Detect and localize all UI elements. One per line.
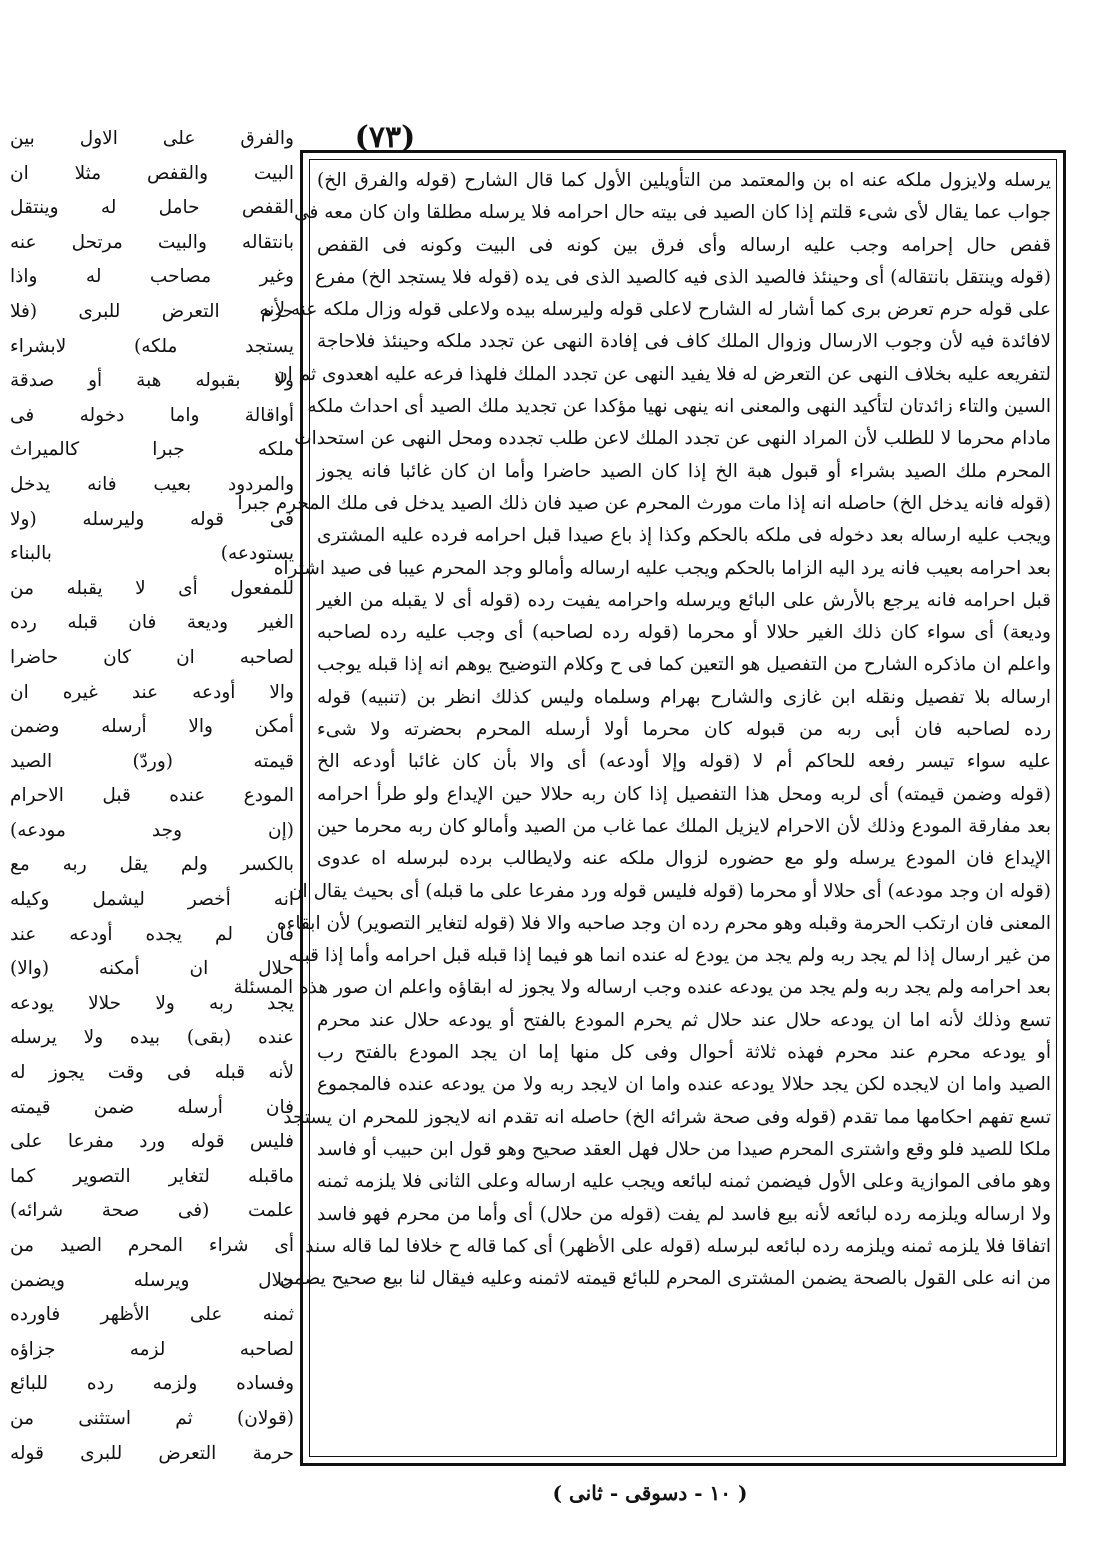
main-text-line: (قوله وينتقل بانتقاله) أى وحينئذ فالصيد الذى فيه كالصيد الذى فى يده (قوله فلا يستجد الخ) مفرع [315, 266, 1051, 288]
margin-text-line: المودع عنده قبل الاحرام [10, 785, 294, 807]
margin-text-line: عنده (بقى) بيده ولا يرسله [10, 1027, 294, 1049]
margin-text-line: لصاحبه لزمه جزاؤه [10, 1338, 294, 1360]
main-text-line: جواب عما يقال لأى شىء قلتم إذا كان الصيد فى بيته حال احرامه فلا يرسله مطلقا وان كان معه فى [294, 202, 1051, 224]
main-text-line: تسع وذلك لأنه اما ان يودعه حلال عند حلال ثم يحرم المودع بالفتح أو يودعه حلال عند محرم [317, 1009, 1051, 1031]
margin-text-line: والفرق على الاول بين [10, 128, 294, 149]
main-text-line: على قوله حرم تعرض برى كما أشار له الشارح لاعلى قوله وليرسله بيده ولاعلى قوله وزال ملكه عنه لأنه [259, 299, 1051, 321]
margin-text-line: علمت (فى صحة شرائه) [10, 1200, 294, 1222]
footer-signature: ( ١٠ - دسوقى - ثانى ) [552, 1481, 748, 1505]
margin-text-line: البيت والقفص مثلا ان [10, 162, 294, 184]
main-text-line: تسع تفهم احكامها مما تقدم (قوله وفى صحة شرائه الخ) حاصله انه تقدم انه لايجوز للمحرم ان يستجد [283, 1106, 1051, 1128]
main-text-line: السين والتاء زائدتان لتأكيد النهى والمعنى انه ينهى نهيا مؤكدا عن تجديد ملك الصيد أى احداث ملكه [307, 396, 1051, 418]
margin-text-line: فان لم يجده أودعه عند [10, 923, 294, 945]
main-text-line: مادام محرما لا للطلب لأن المراد النهى عن تجدد الملك لاعن طلب تجدده ومحل النهى عن استحداث [294, 428, 1051, 450]
margin-text-line: يجد ربه ولا حلالا يودعه [10, 992, 294, 1014]
margin-text-line: قيمته (وردّ) الصيد [10, 750, 294, 772]
margin-text-line: (قولان) ثم استثنى من [10, 1407, 294, 1429]
main-text-line: ويجب عليه ارساله بعد دخوله فى ملكه بالحكم وكذا إذ باع صيدا قبل احرامه فرده عليه المشترى [317, 525, 1051, 547]
main-text-line: بعد احرامه بعيب فانه يرد اليه الزاما بالحكم ويجب عليه ارساله وأمالو وجد المحرم عيبا فى صيد اشتراه [273, 557, 1051, 579]
main-text-line: بعد مفارقة المودع وذلك لأن الاحرام لايزيل الملك عما غاب من الصيد وأمالو كان ربه محرما حين [317, 815, 1051, 837]
margin-text-line: ولا بقبوله هبة أو صدقة [10, 370, 294, 392]
margin-text-line: فليس قوله ورد مفرعا على [10, 1131, 294, 1153]
main-text-line: وديعة) أى سواء كان ذلك الغير حلالا أو محرما (قوله رده لصاحبه) أى وجب عليه رده لصاحبه [317, 622, 1051, 644]
margin-commentary [10, 122, 294, 1517]
page-number: (٧٣) [354, 120, 416, 155]
margin-text-line: أى شراء المحرم الصيد من [10, 1235, 294, 1256]
main-text-line: (قوله فانه يدخل الخ) حاصله انه إذا مات مورث المحرم عن صيد فان ذلك الصيد يدخل فى ملك المحرم جبرا [237, 492, 1051, 514]
margin-text-line: يستودعه) بالبناء [10, 543, 294, 565]
margin-text-line: ثمنه على الأظهر فاورده [10, 1304, 294, 1326]
margin-text-line: لأنه قبله فى وقت يجوز له [10, 1062, 294, 1084]
main-text-line: يرسله ولايزول ملكه عنه اه بن والمعتمد من التأويلين الأول كما قال الشارح (قوله والفرق الخ) [317, 170, 1051, 191]
margin-text-line: ملكه جبرا كالميراث [10, 439, 294, 461]
main-text-line: بعد احرامه ولم يجد ربه ولم يجد من يودعه عنده وجب ارساله ولا يجوز له ابقاؤه واعلم ان صور هذه المسئلة [233, 977, 1051, 999]
main-text-line: المعنى فان ارتكب الحرمة وقبله وهو محرم رده ان وجد صاحبه والا فلا (قوله لتغاير التصوير) لأن ابقاءه [276, 912, 1051, 934]
main-text-line: رده لصاحبه فان أبى ربه من قبوله كان محرما أولا أرسله المحرم بحضرته ولا شىء [317, 719, 1051, 741]
margin-text-line: والمردود بعيب فانه يدخل [10, 473, 294, 495]
main-text-frame [233, 150, 1066, 1466]
main-text-line: ولا ارساله ويلزمه رده لبائعه لأنه بيع فاسد لم يفت (قوله من حلال) أى وأما من محرم فهو فاسد [317, 1203, 1051, 1225]
main-text-line: وهو مافى الموازية وعلى الأول فيضمن ثمنه لبائعه ويجب عليه ارساله وعلى الثانى فلا يلزمه ثمنه [317, 1171, 1051, 1193]
margin-text-line: فى قوله وليرسله (ولا [10, 508, 294, 530]
margin-text-line: ماقبله لتغاير التصوير كما [10, 1165, 294, 1187]
main-text-line: لافائدة فيه لأن وجوب الارسال وزوال الملك كاف فى إفادة النهى عن تجدد ملكه وحينئذ فلاحاجة [317, 331, 1051, 353]
margin-text-line: حرم التعرض للبرى (فلا [10, 300, 294, 322]
margin-text-line: فان أرسله ضمن قيمته [10, 1096, 294, 1118]
main-text-line: عليه سواء تيسر رفعه للحاكم أم لا (قوله وإلا أودعه) أى والا بأن كان غائبا أودعه الخ [317, 751, 1051, 773]
margin-text-line: حلال ويرسله ويضمن [10, 1269, 294, 1291]
main-text-line: اتفاقا فلا يلزمه ثمنه ويلزمه رده لبائعه لبرسله (قوله على الأظهر) أى كما قاله ح خلافا لما قاله سند [305, 1235, 1051, 1257]
margin-text-line: وفساده ولزمه رده للبائع [10, 1373, 294, 1395]
main-text-line: من غير ارسال إذا لم يجد ربه ولم يجد من يودع له عنده انما هو فيما إذا قبله قبل احرامه وأما إذا قبله [288, 945, 1051, 967]
main-text-line: قبل احرامه فانه يرجع بالأرش على البائع ويرسله واحرامه يفيت رده (قوله أى لا يقبله من الغير [317, 589, 1051, 611]
main-text-line: ملكا للصيد فلو وقع واشترى المحرم صيدا من حلال فهل العقد صحيح وهو قول ابن حبيب أو فاسد [317, 1138, 1051, 1160]
main-text-line: المحرم ملك الصيد بشراء أو قبول هبة الخ إذا كان الصيد حاضرا وأما ان كان غائبا فانه يجوز [317, 460, 1051, 482]
margin-text-line: أواقالة واما دخوله فى [10, 404, 294, 426]
main-text-line: أو يودعه محرم عند محرم فهذه ثلاثة أحوال وفى كل منها إما ان يجد المودع بالفتح رب [317, 1042, 1051, 1064]
margin-text-line: بالكسر ولم يقل ربه مع [10, 854, 294, 876]
margin-text-line: الغير وديعة فان قبله رده [10, 612, 294, 634]
margin-text-line: والا أودعه عند غيره ان [10, 681, 294, 703]
margin-text-line: حرمة التعرض للبرى قوله [10, 1442, 294, 1464]
margin-text-line: لصاحبه ان كان حاضرا [10, 646, 294, 668]
margin-text-line: أمكن والا أرسله وضمن [10, 716, 294, 738]
margin-text-line: بانتقاله والبيت مرتحل عنه [10, 231, 294, 253]
margin-text-line: (إن وجد مودعه) [10, 819, 294, 841]
main-text-line: ارساله بلا تفصيل ونقله ابن غازى والشارح بهرام وسلماه وليس كذلك انظر بن (تنبيه) قوله [317, 686, 1051, 708]
main-text-line: الصيد واما ان لايجده لكن يجد حلالا يودعه عنده واما ان لايجد ربه ولا من يودعه عنده فالمجموع [317, 1074, 1051, 1096]
margin-text-line: القفص حامل له وينتقل [10, 197, 294, 219]
main-text-line: (قوله ان وجد مودعه) أى حلالا أو محرما (قوله فليس قوله ورد مفرعا على ما قبله) أى بحيث يقال ان [288, 880, 1051, 902]
margin-text-line: وغير مصاحب له واذا [10, 266, 294, 288]
main-text-line: (قوله وضمن قيمته) أى لربه ومحل هذا التفصيل إذا كان ربه حلالا حين الإيداع ولو طرأ احرامه [317, 783, 1051, 805]
main-text-line: الإيداع فان المودع يرسله ولو مع حضوره لزوال ملكه عنه ولايطالب برده لبرسله اه عدوى [317, 848, 1051, 870]
main-text-line: من انه على القول بالصحة يضمن المشترى المحرم للبائع قيمته لاثمنه وعليه فيقال لنا بيع صحيح يضمن [279, 1268, 1051, 1290]
margin-text-line: انه أخصر ليشمل وكيله [10, 889, 294, 911]
main-text-line: قفص حال إحرامه وجب عليه ارساله وأى فرق بين كونه فى البيت وكونه فى القفص [317, 234, 1051, 256]
main-commentary [233, 165, 1051, 1455]
main-text-line: واعلم ان ماذكره الشارح من التفصيل هو التعين كما فى ح وكلام التوضيح يوهم انه إذا قبله يوجب [317, 654, 1051, 676]
margin-text-line: للمفعول أى لا يقبله من [10, 577, 294, 599]
main-text-line: لتفريعه عليه بخلاف النهى عن التعرض له فلا يفيد النهى عن تجدد الملك فلهذا فرعه عليه اهعدوى ثم ان [274, 363, 1051, 385]
margin-text-line: يستجد ملكه) لابشراء [10, 335, 294, 357]
margin-text-line: حلال ان أمكنه (والا) [10, 958, 294, 980]
